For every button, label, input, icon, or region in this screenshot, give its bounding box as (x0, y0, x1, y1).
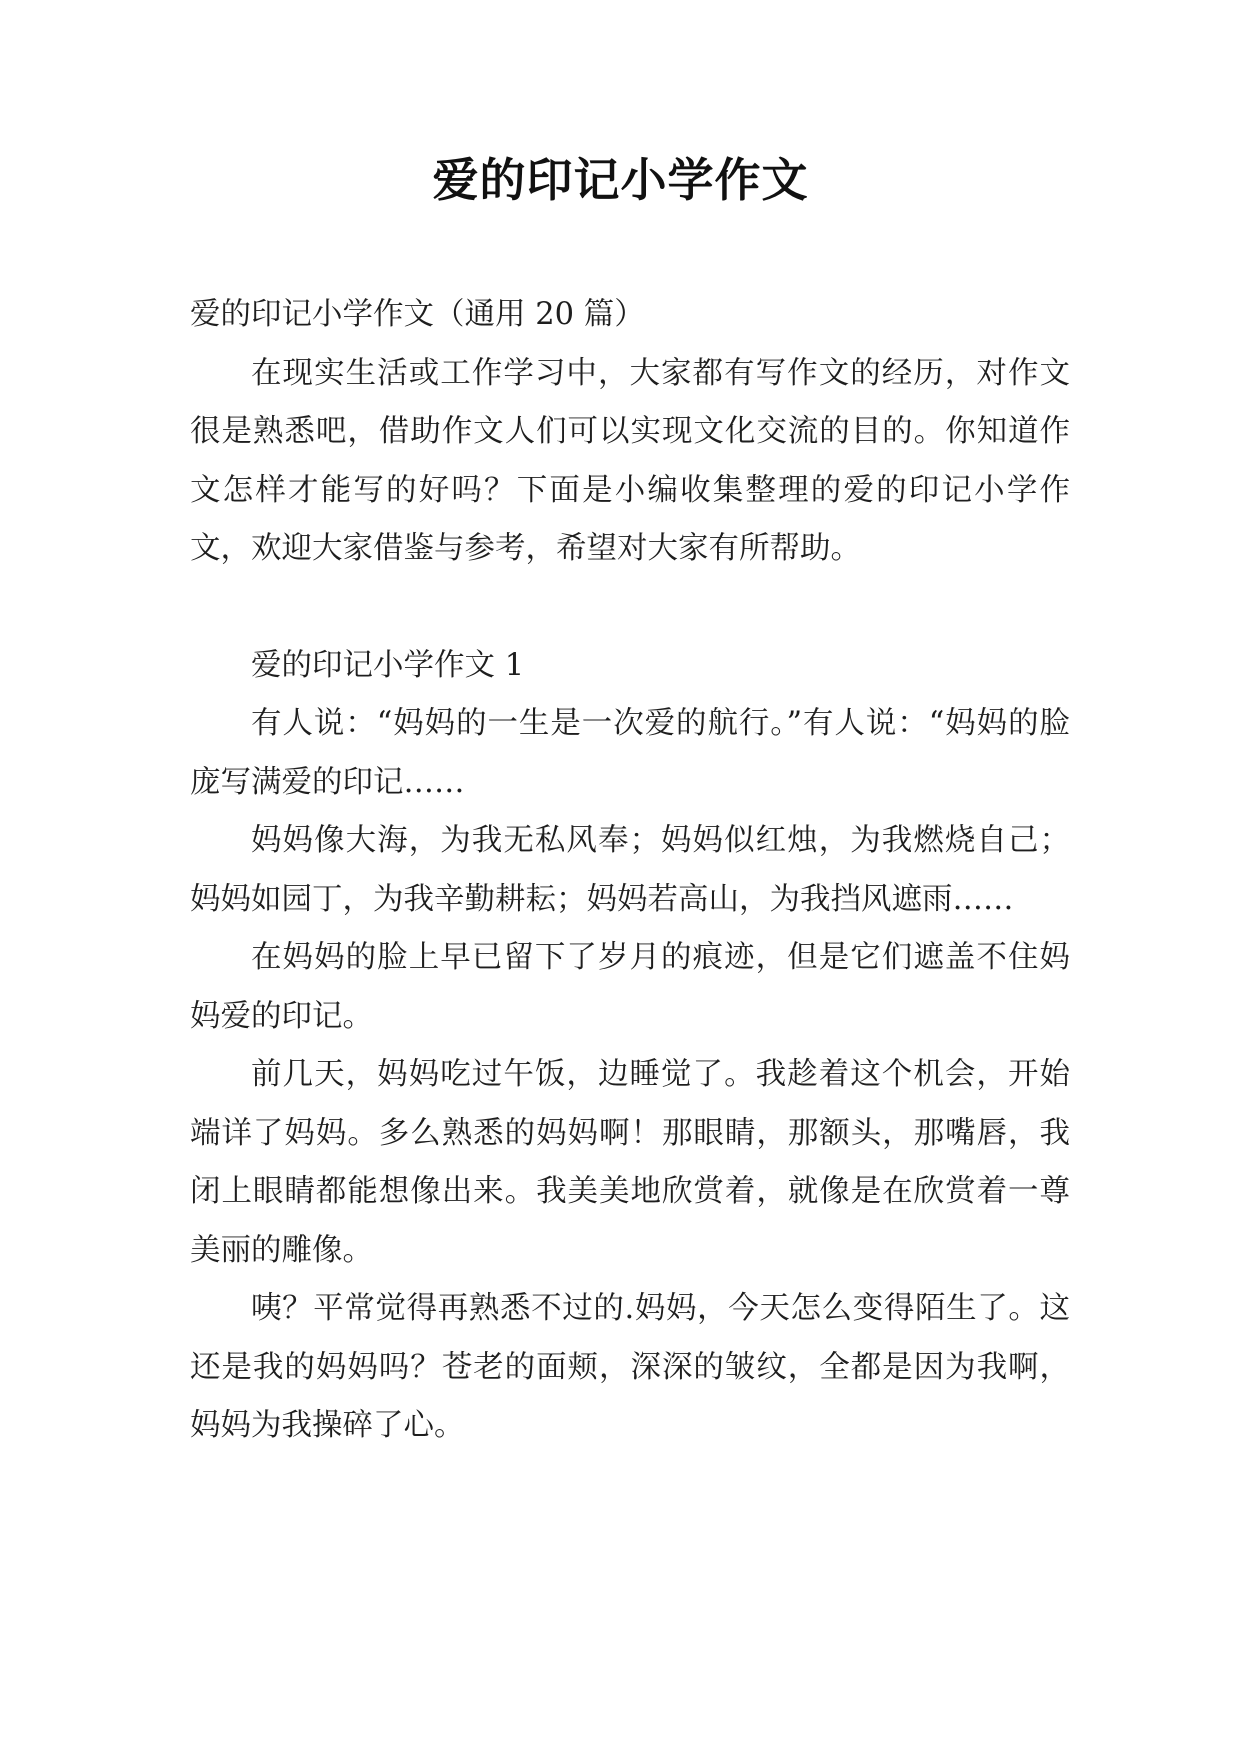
document-title: 爱的印记小学作文 (432, 153, 809, 207)
essay-heading: 爱的印记小学作文 1 (251, 647, 525, 683)
intro-paragraph: 在现实生活或工作学习中，大家都有写作文的经历，对作文很是熟悉吧，借助作文人们可以实现文化交流的目的。你知道作文怎样才能写的好吗？下面是小编收集整理的爱的印记小学作文，欢迎大家借鉴与参考，希望对大家有所帮助。 (190, 355, 1070, 566)
document-subtitle: 爱的印记小学作文（通用 20 篇） (190, 297, 645, 332)
essay-paragraph: 在妈妈的脸上早已留下了岁月的痕迹，但是它们遮盖不住妈妈爱的印记。 (190, 940, 1070, 1034)
essay-paragraph: 有人说：“妈妈的一生是一次爱的航行。”有人说：“妈妈的脸庞写满爱的印记…… (190, 706, 1070, 800)
essay-paragraph: 咦？平常觉得再熟悉不过的.妈妈，今天怎么变得陌生了。这还是我的妈妈吗？苍老的面颊，深深的皱纹，全都是因为我啊，妈妈为我操碎了心。 (190, 1291, 1070, 1443)
essay-paragraph: 前几天，妈妈吃过午饭，边睡觉了。我趁着这个机会，开始端详了妈妈。多么熟悉的妈妈啊！那眼睛，那额头，那嘴唇，我闭上眼睛都能想像出来。我美美地欣赏着，就像是在欣赏着一尊美丽的雕像。 (190, 1057, 1070, 1268)
essay-paragraph: 妈妈像大海，为我无私风奉；妈妈似红烛，为我燃烧自己；妈妈如园丁，为我辛勤耕耘；妈妈若高山，为我挡风遮雨…… (190, 823, 1070, 917)
document-body (190, 286, 1070, 1456)
